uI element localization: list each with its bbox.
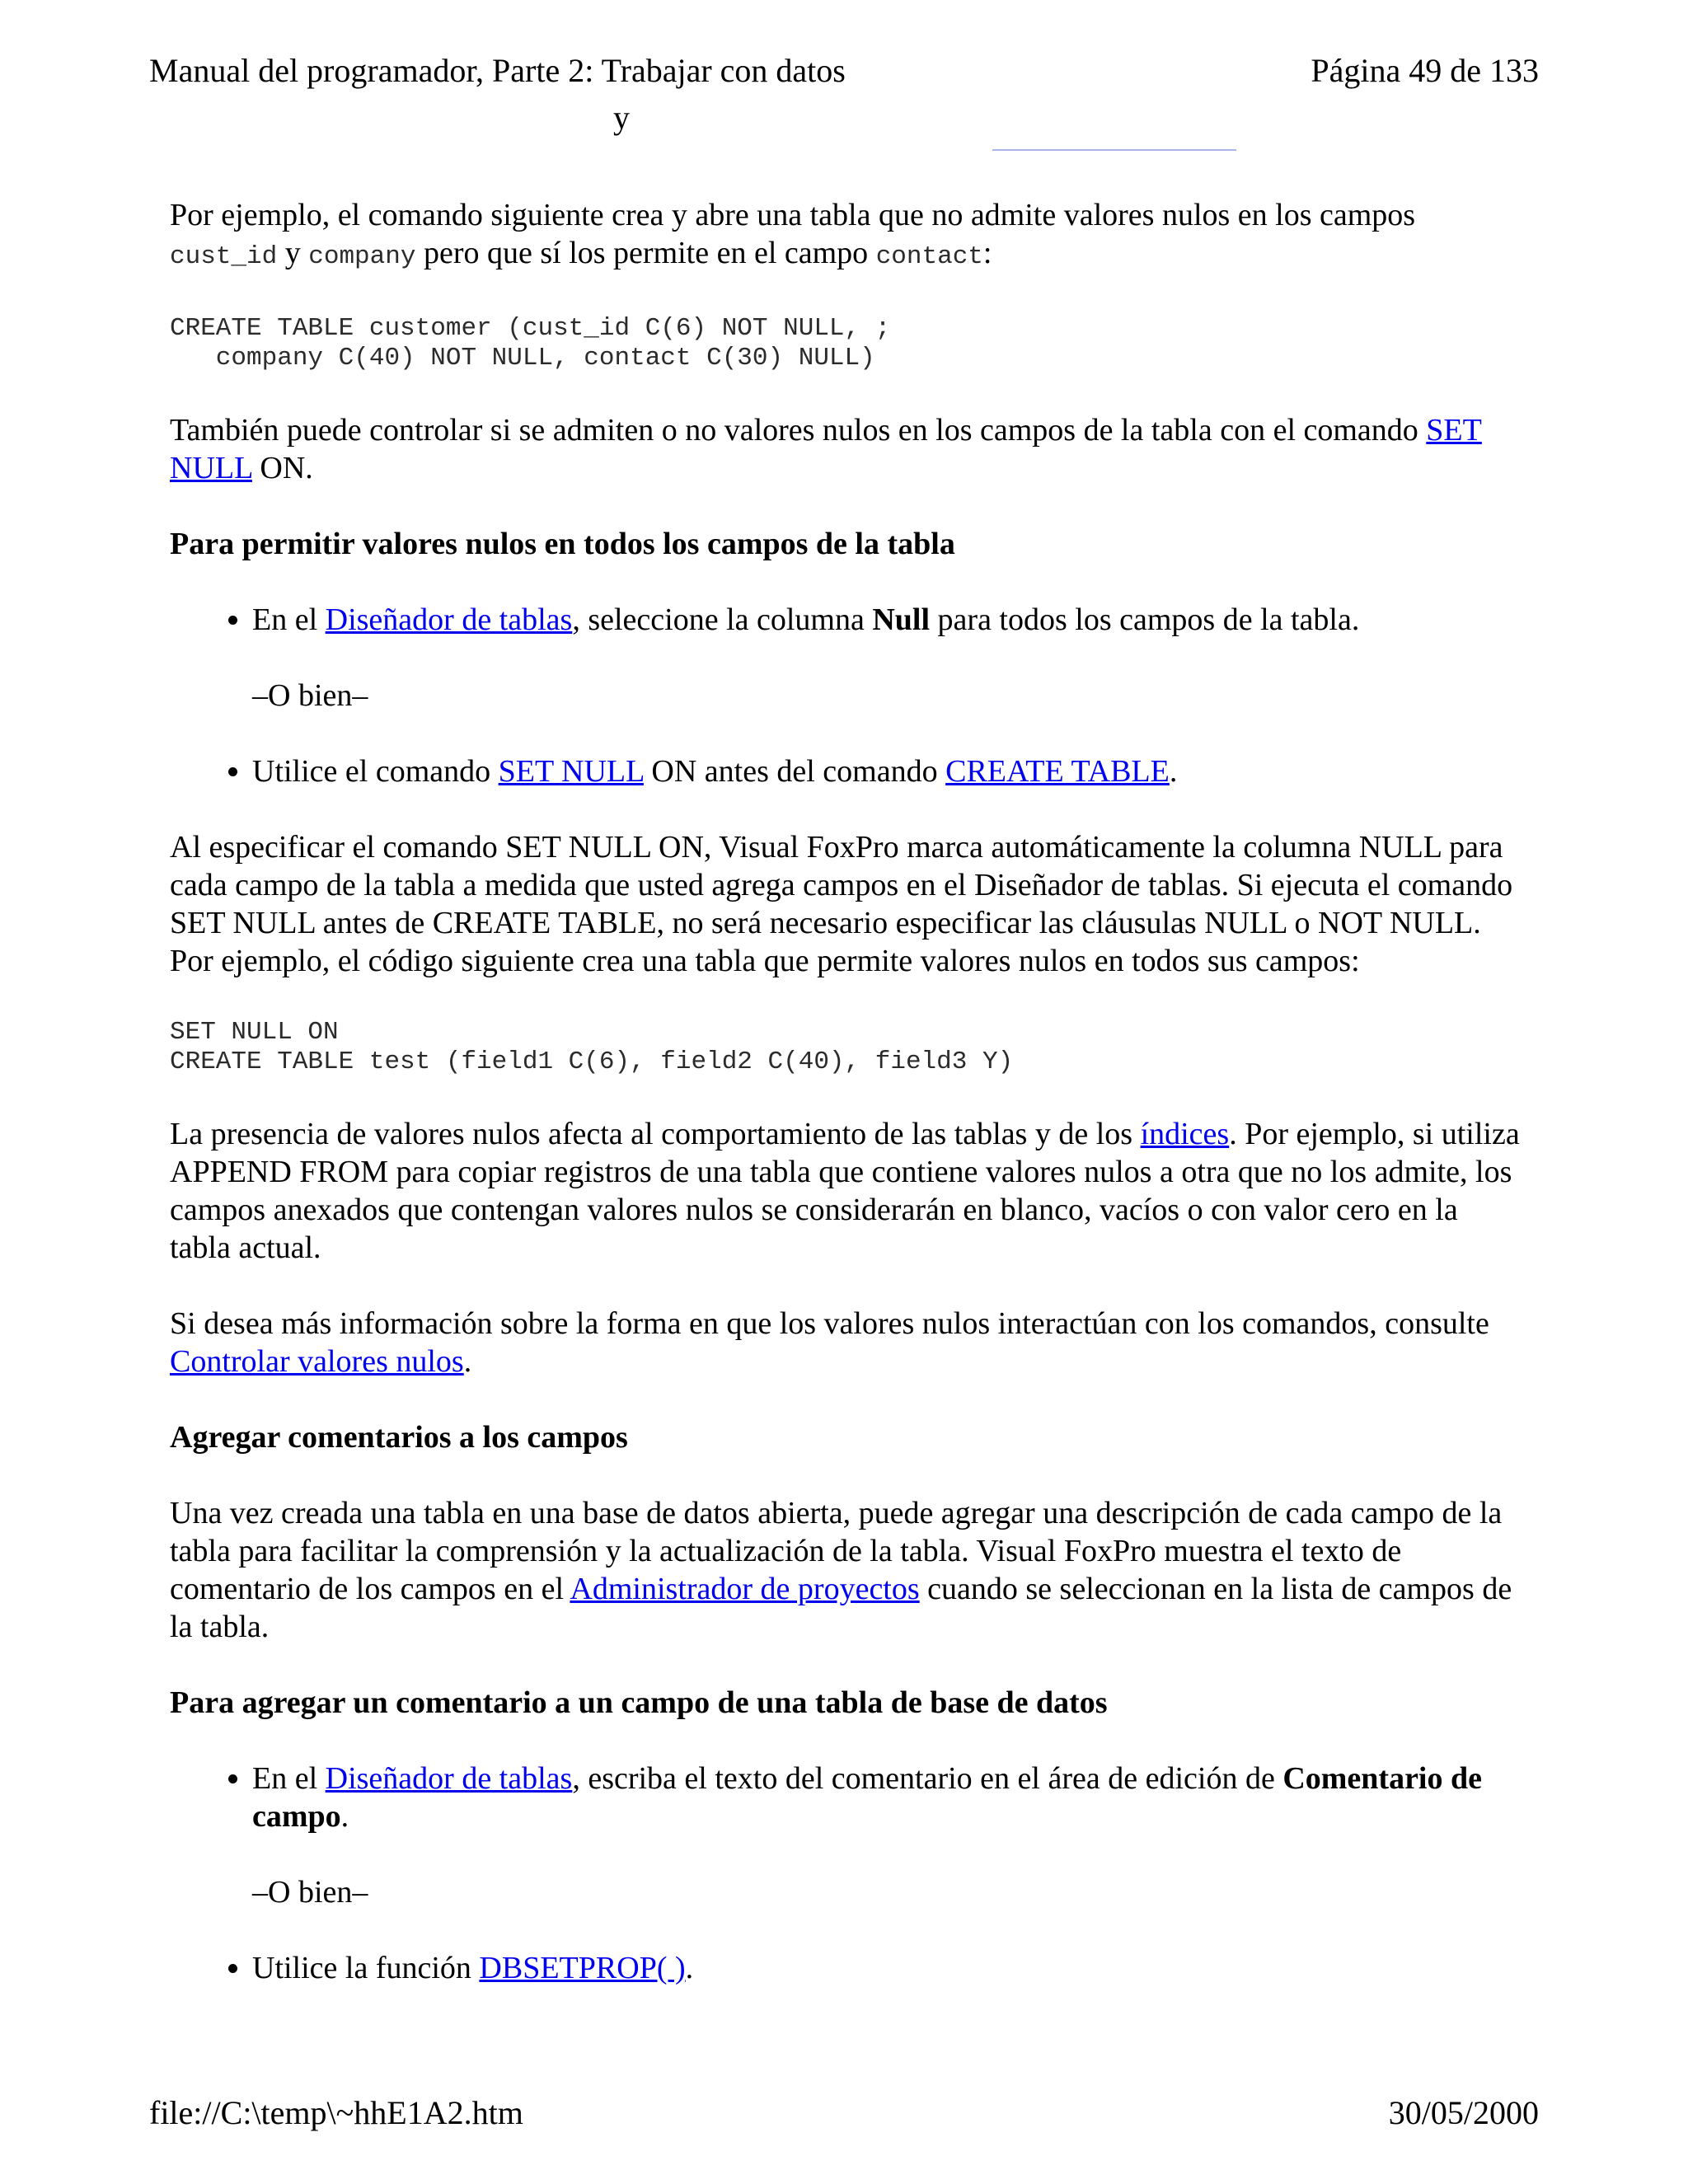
link-disenador-tablas[interactable]: Diseñador de tablas	[325, 602, 573, 637]
code-cust-id: cust_id	[170, 242, 278, 271]
link-controlar-valores-nulos[interactable]: Controlar valores nulos	[170, 1344, 464, 1379]
heading-permitir-nulos: Para permitir valores nulos en todos los campos de la tabla	[170, 527, 955, 561]
link-dbsetprop[interactable]: DBSETPROP( )	[479, 1951, 686, 1985]
file-path: file://C:\temp\~hhE1A2.htm	[149, 2094, 523, 2131]
bold-null: Null	[872, 602, 931, 637]
code-block-create-table: CREATE TABLE customer (cust_id C(6) NOT NULL, ; company C(40) NOT NULL, contact C(30) NULL)	[170, 314, 891, 373]
paragraph-comentarios: Una vez creada una tabla en una base de datos abierta, puede agregar una descripción de cada campo de la tabla para facilitar la comprensión y la actualización de la tabla. Visual FoxPro muestra el texto de comentario de los campos en el Administrador de proyectos cuando se seleccionan en la lista de campos de la tabla.	[170, 1496, 1512, 1644]
paragraph-mas-informacion: Si desea más información sobre la forma en que los valores nulos interactúan con los comandos, consulte Controlar valores nulos.	[170, 1306, 1489, 1379]
steps-list-nulls	[170, 601, 1522, 790]
link-set-null[interactable]: SET NULL	[498, 754, 644, 789]
code-contact: contact	[875, 242, 983, 271]
running-footer	[149, 2090, 1539, 2136]
list-item: • Utilice la función DBSETPROP( ).	[252, 1949, 1522, 1987]
clipped-glyph: y	[613, 99, 630, 136]
paragraph-set-null: También puede controlar si se admiten o no valores nulos en los campos de la tabla con el comando SET NULL ON.	[170, 413, 1482, 485]
link-indices[interactable]: índices	[1140, 1117, 1230, 1151]
heading-agregar-comentario-campo: Para agregar un comentario a un campo de una tabla de base de datos	[170, 1685, 1108, 1720]
document-title: Manual del programador, Parte 2: Trabajar con datos	[149, 52, 846, 89]
bold-comentario-campo: Comentario de campo	[252, 1761, 1482, 1834]
or-text: –O bien–	[252, 1875, 368, 1910]
paragraph-set-null-on: Al especificar el comando SET NULL ON, Visual FoxPro marca automáticamente la columna NULL para cada campo de la tabla a medida que usted agrega campos en el Diseñador de tablas. Si ejecuta el comando SET NULL antes de CREATE TABLE, no será necesario especificar las cláusulas NULL o NOT NULL. Por ejemplo, el código siguiente crea una tabla que permite valores nulos en todos sus campos:	[170, 830, 1513, 978]
link-disenador-tablas[interactable]: Diseñador de tablas	[325, 1761, 573, 1796]
paragraph-indices: La presencia de valores nulos afecta al comportamiento de las tablas y de los índices. Por ejemplo, si utiliza APPEND FROM para copiar registros de una tabla que contiene valores nulos a otra que no los admite, los campos anexados que contengan valores nulos se considerarán en blanco, vacíos o con valor cero en la tabla actual.	[170, 1117, 1520, 1265]
link-create-table[interactable]: CREATE TABLE	[945, 754, 1170, 789]
code-company: company	[308, 242, 416, 271]
link-set-null[interactable]: SET NULL	[170, 413, 1482, 485]
code-block-set-null: SET NULL ON CREATE TABLE test (field1 C(6), field2 C(40), field3 Y)	[170, 1018, 1014, 1076]
list-item: • En el Diseñador de tablas, seleccione la columna Null para todos los campos de la tabla. –O bien–	[252, 601, 1522, 715]
page-number: Página 49 de 133	[1311, 52, 1539, 89]
list-item: • Utilice el comando SET NULL ON antes del comando CREATE TABLE.	[252, 752, 1522, 790]
clipped-previous-line	[0, 99, 1688, 152]
link-administrador-proyectos[interactable]: Administrador de proyectos	[570, 1572, 920, 1606]
page-content	[170, 196, 1522, 2015]
or-text: –O bien–	[252, 678, 368, 713]
clipped-link-underline	[992, 149, 1236, 151]
steps-list-comments	[170, 1760, 1522, 1987]
spacer	[170, 276, 1522, 314]
running-header	[149, 48, 1539, 94]
print-date: 30/05/2000	[1388, 2094, 1539, 2131]
heading-agregar-comentarios: Agregar comentarios a los campos	[170, 1420, 628, 1455]
paragraph-example-intro: Por ejemplo, el comando siguiente crea y abre una tabla que no admite valores nulos en los campos cust_id y company pero que sí los permite en el campo contact:	[170, 198, 1416, 271]
list-item: • En el Diseñador de tablas, escriba el texto del comentario en el área de edición de Comentario de campo. –O bien–	[252, 1760, 1522, 1911]
